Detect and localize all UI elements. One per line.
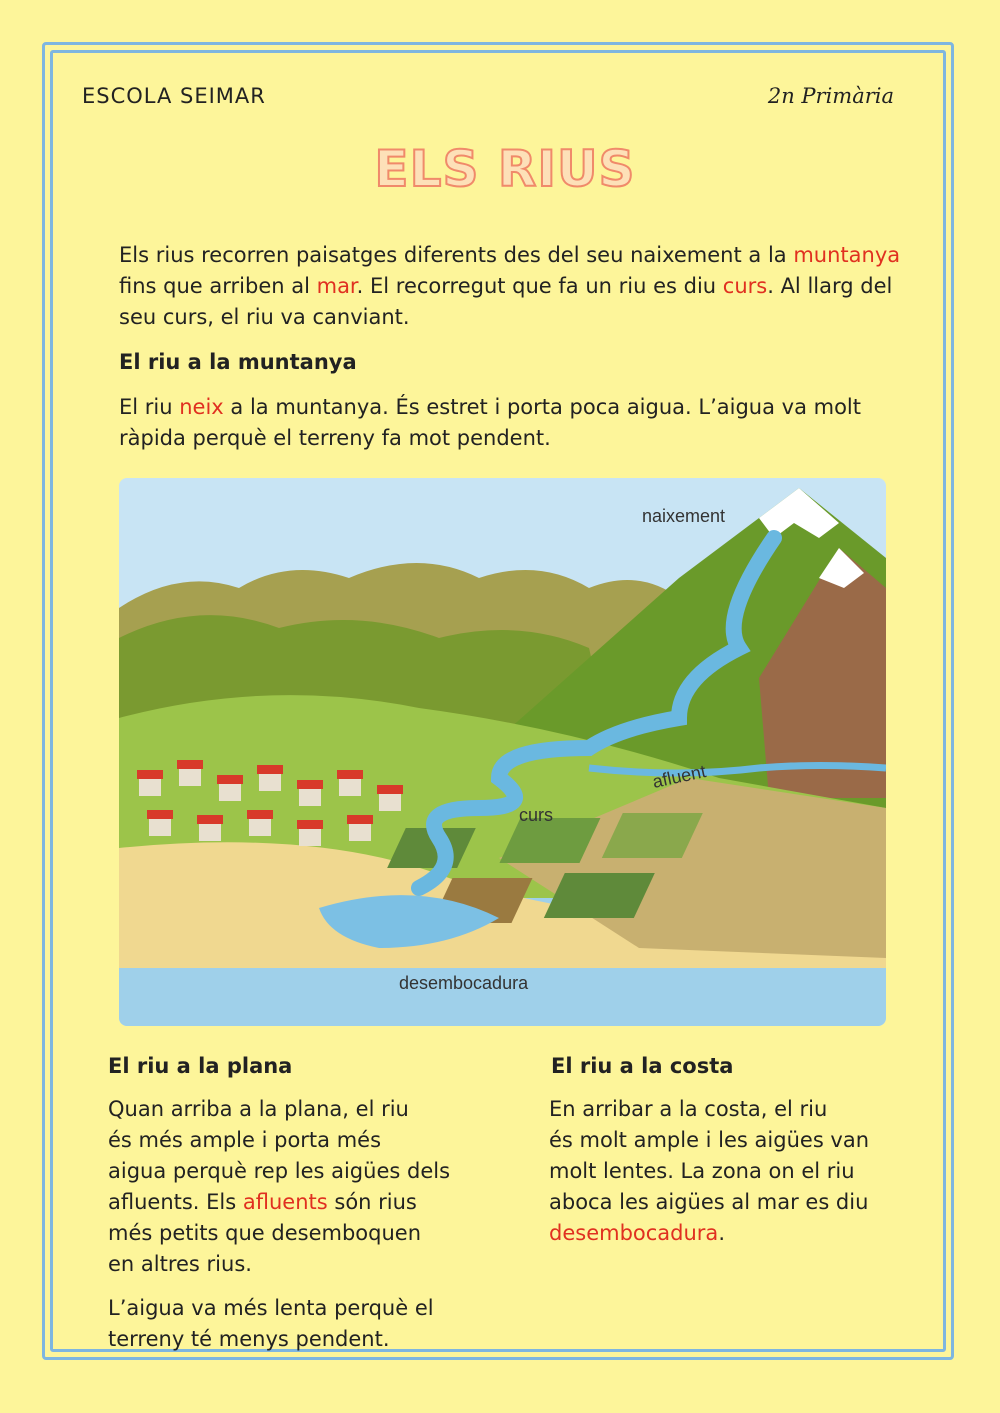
coast-line-3: molt lentes. La zona on el riu bbox=[549, 1159, 855, 1183]
keyword-curs: curs bbox=[722, 274, 768, 298]
plain-line-6: en altres rius. bbox=[108, 1252, 252, 1276]
heading-plain: El riu a la plana bbox=[108, 1054, 293, 1078]
label-curs: curs bbox=[519, 805, 554, 825]
keyword-neix: neix bbox=[179, 395, 224, 419]
coast-paragraph bbox=[549, 1094, 919, 1249]
plain-line-4a: afluents. Els bbox=[108, 1190, 243, 1214]
mountain-text-2: a la muntanya. És estret i porta poca aigua. L’aigua va molt ràpida perquè el terreny fa mot pendent. bbox=[119, 395, 861, 450]
heading-coast: El riu a la costa bbox=[551, 1054, 734, 1078]
plain-paragraph-2 bbox=[108, 1293, 528, 1355]
label-desembocadura: desembocadura bbox=[399, 973, 529, 993]
intro-text-1: Els rius recorren paisatges diferents des del seu naixement a la bbox=[119, 243, 794, 267]
school-name: ESCOLA SEIMAR bbox=[82, 84, 266, 108]
coast-line-5-end: . bbox=[718, 1221, 725, 1245]
coast-line-4: aboca les aigües al mar es diu bbox=[549, 1190, 869, 1214]
plain-line-2: és més ample i porta més bbox=[108, 1128, 382, 1152]
keyword-afluents: afluents bbox=[242, 1190, 328, 1214]
coast-line-2: és molt ample i les aigües van bbox=[549, 1128, 870, 1152]
label-naixement: naixement bbox=[642, 506, 726, 526]
intro-text-4: . Al llarg del seu curs, el riu va canviant. bbox=[119, 274, 893, 329]
plain-line-4 bbox=[108, 1187, 528, 1218]
keyword-mar: mar bbox=[316, 274, 357, 298]
keyword-muntanya: muntanya bbox=[793, 243, 901, 267]
label-afluent: afluent bbox=[650, 761, 708, 792]
intro-text-3: . El recorregut que fa un riu es diu bbox=[356, 274, 723, 298]
plain-line-1: Quan arriba a la plana, el riu bbox=[108, 1097, 409, 1121]
coast-line-5 bbox=[549, 1218, 919, 1249]
river-landscape-drawing bbox=[119, 478, 886, 1026]
intro-paragraph bbox=[119, 240, 909, 333]
plain-line-4b: són rius bbox=[327, 1190, 417, 1214]
plain-line-5: més petits que desemboquen bbox=[108, 1221, 422, 1245]
plain-p2-line-1: L’aigua va més lenta perquè el bbox=[108, 1296, 434, 1320]
heading-mountain: El riu a la muntanya bbox=[119, 350, 357, 374]
plain-paragraph bbox=[108, 1094, 528, 1280]
plain-line-3: aigua perquè rep les aigües dels bbox=[108, 1159, 451, 1183]
mountain-text-1: El riu bbox=[119, 395, 180, 419]
intro-text-2: fins que arriben al bbox=[119, 274, 317, 298]
coast-line-1: En arribar a la costa, el riu bbox=[549, 1097, 828, 1121]
page-title: ELS RIUS bbox=[374, 140, 636, 198]
plain-p2-line-2: terreny té menys pendent. bbox=[108, 1327, 390, 1351]
mountain-paragraph bbox=[119, 392, 909, 454]
grade-label: 2n Primària bbox=[767, 84, 894, 108]
river-illustration bbox=[119, 478, 886, 1026]
keyword-desembocadura: desembocadura bbox=[549, 1221, 719, 1245]
